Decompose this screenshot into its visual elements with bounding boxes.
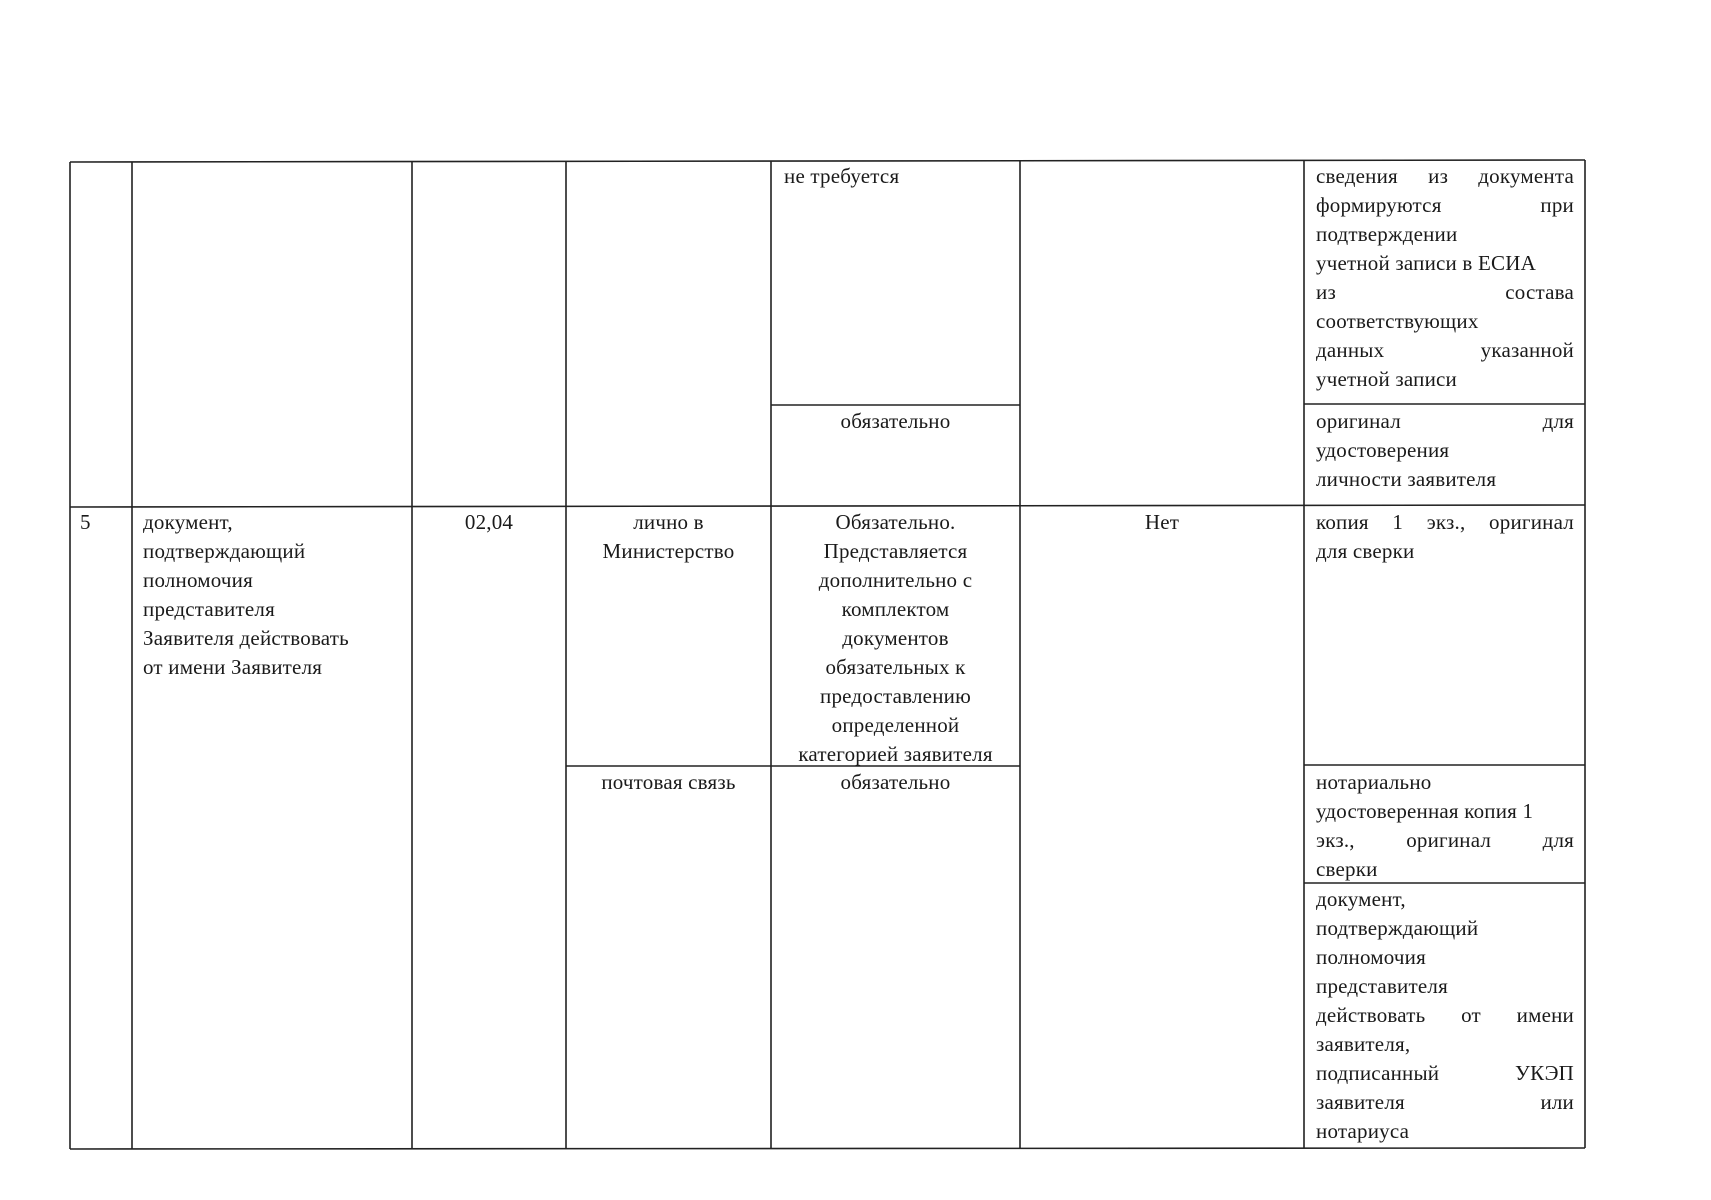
word: нотариально: [1316, 770, 1432, 794]
text-line: [1316, 336, 1574, 365]
cell-form-post-signed: [1316, 885, 1574, 1146]
word: формируются: [1316, 193, 1442, 217]
word: оригинал: [1489, 510, 1574, 534]
word: оригинал: [1316, 409, 1401, 433]
cell-requirement-post: обязательно: [840, 770, 951, 794]
text-line: [1316, 508, 1574, 537]
text-line: от имени Заявителя: [143, 655, 323, 679]
text-line: [1316, 1117, 1574, 1146]
text-line: [1316, 855, 1574, 884]
text-line: комплектом: [841, 597, 950, 621]
cell-form-original-identity: [1316, 407, 1574, 494]
text-line: дополнительно с: [818, 568, 973, 592]
word: УКЭП: [1515, 1061, 1574, 1085]
word: указанной: [1480, 338, 1574, 362]
word: учетной записи: [1316, 367, 1457, 391]
word: из: [1316, 280, 1336, 304]
text-line: [1316, 1030, 1574, 1059]
text-line: категорией заявителя: [798, 742, 993, 766]
word: оригинал: [1406, 828, 1492, 852]
word: 1: [1392, 510, 1404, 534]
text-line: [1316, 1059, 1574, 1088]
word: подтверждающий: [1316, 916, 1479, 940]
cell-form-personal: [1316, 508, 1574, 566]
text-line: [1316, 885, 1574, 914]
text-line: [1316, 826, 1574, 855]
text-line: обязательных к: [825, 655, 966, 679]
text-line: [1316, 162, 1574, 191]
text-line: предоставлению: [820, 684, 971, 708]
cell-requirement-personal: [771, 508, 1020, 769]
text-line: представителя: [143, 597, 275, 621]
word: подписанный: [1316, 1061, 1440, 1085]
word: действовать: [1316, 1003, 1426, 1027]
text-line: подтверждающий: [143, 539, 306, 563]
cell-method-post: почтовая связь: [601, 770, 736, 794]
word: нотариуса: [1316, 1119, 1410, 1143]
text-line: [1316, 537, 1574, 566]
text-line: [1316, 191, 1574, 220]
word: для: [1542, 409, 1574, 433]
cell-document-code: 02,04: [464, 510, 514, 534]
text-line: [1316, 914, 1574, 943]
cell-form-post-notarial: [1316, 768, 1574, 884]
word: экз.,: [1426, 510, 1466, 534]
text-line: документов: [842, 626, 949, 650]
word: удостоверенная копия 1: [1316, 799, 1534, 823]
word: личности заявителя: [1316, 467, 1497, 491]
word: документ,: [1316, 887, 1406, 911]
word: документа: [1478, 164, 1574, 188]
text-line: [1316, 220, 1574, 249]
text-line: полномочия: [143, 568, 253, 592]
text-line: [1316, 768, 1574, 797]
word: данных: [1316, 338, 1385, 362]
text-line: [1316, 249, 1574, 278]
word: заявителя: [1316, 1090, 1405, 1114]
word: при: [1540, 193, 1574, 217]
text-line: документ,: [143, 510, 233, 534]
row-number: 5: [80, 510, 91, 534]
word: или: [1540, 1090, 1574, 1114]
word: имени: [1516, 1003, 1574, 1027]
cell-interagency: Нет: [1144, 510, 1180, 534]
cell-document-name: [143, 508, 405, 682]
cell-requirement-mandatory-top: обязательно: [840, 409, 951, 433]
word: заявителя,: [1316, 1032, 1411, 1056]
word: экз.,: [1316, 828, 1355, 852]
cell-method-personal: [566, 508, 771, 566]
word: сверки: [1316, 857, 1378, 881]
text-line: Министерство: [602, 539, 735, 563]
word: из: [1428, 164, 1449, 188]
word: учетной записи в ЕСИА: [1316, 251, 1536, 275]
text-line: [1316, 436, 1574, 465]
text-line: лично в: [633, 510, 704, 534]
text-line: [1316, 972, 1574, 1001]
word: от: [1461, 1003, 1481, 1027]
text-line: [1316, 307, 1574, 336]
text-line: [1316, 943, 1574, 972]
word: соответствующих: [1316, 309, 1479, 333]
text-line: [1316, 465, 1574, 494]
text-line: [1316, 407, 1574, 436]
text-line: [1316, 1088, 1574, 1117]
text-line: [1316, 797, 1574, 826]
text-line: определенной: [831, 713, 960, 737]
word: для сверки: [1316, 539, 1415, 563]
word: для: [1542, 828, 1574, 852]
word: удостоверения: [1316, 438, 1450, 462]
word: полномочия: [1316, 945, 1426, 969]
text-line: Обязательно.: [835, 510, 956, 534]
text-line: [1316, 278, 1574, 307]
word: копия: [1316, 510, 1369, 534]
text-line: Представляется: [823, 539, 968, 563]
text-line: Заявителя действовать: [143, 626, 349, 650]
cell-form-esia-info: [1316, 162, 1574, 394]
cell-requirement-not-required: не требуется: [784, 164, 900, 188]
word: подтверждении: [1316, 222, 1458, 246]
word: представителя: [1316, 974, 1448, 998]
text-line: [1316, 365, 1574, 394]
word: состава: [1505, 280, 1574, 304]
text-line: [1316, 1001, 1574, 1030]
word: сведения: [1316, 164, 1398, 188]
